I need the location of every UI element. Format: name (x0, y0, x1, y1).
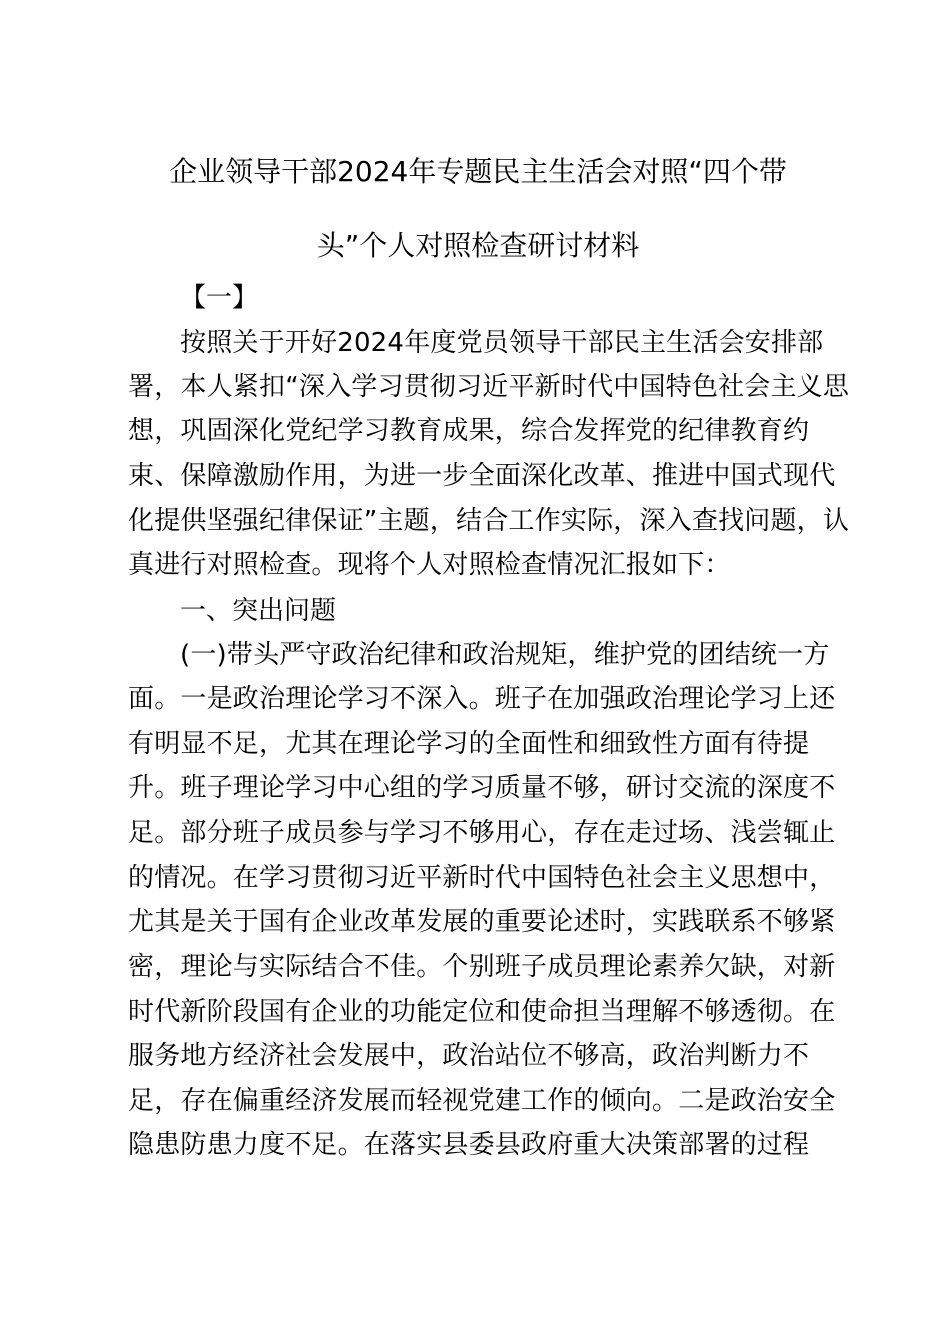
intro-line: 署，本人紧扣“深入学习贯彻习近平新时代中国特色社会主义思 (128, 372, 850, 402)
document-title-line-1: 企业领导干部2024年专题民主生活会对照“四个带 (169, 155, 787, 188)
body-line: 隐患防患力度不足。在落实县委县政府重大决策部署的过程 (128, 1130, 810, 1160)
body-line: 服务地方经济社会发展中，政治站位不够高，政治判断力不 (128, 1041, 810, 1071)
section-marker: 【一】 (180, 283, 259, 313)
body-line: 时代新阶段国有企业的功能定位和使命担当理解不够透彻。在 (128, 997, 836, 1027)
body-line: (一)带头严守政治纪律和政治规矩，维护党的团结统一方 (180, 640, 830, 670)
body-line: 的情况。在学习贯彻习近平新时代中国特色社会主义思想中， (128, 863, 836, 893)
body-line: 升。班子理论学习中心组的学习质量不够，研讨交流的深度不 (128, 773, 836, 803)
intro-line: 想，巩固深化党纪学习教育成果，综合发挥党的纪律教育约 (128, 416, 810, 446)
body-line: 密，理论与实际结合不佳。个别班子成员理论素养欠缺，对新 (128, 952, 836, 982)
body-line: 有明显不足，尤其在理论学习的全面性和细致性方面有待提 (128, 729, 810, 759)
intro-line: 束、保障激励作用，为进一步全面深化改革、推进中国式现代 (128, 461, 836, 491)
body-line: 足。部分班子成员参与学习不够用心，存在走过场、浅尝辄止 (128, 818, 836, 848)
section-heading: 一、突出问题 (180, 596, 337, 626)
body-line: 面。一是政治理论学习不深入。班子在加强政治理论学习上还 (128, 684, 836, 714)
body-line: 足，存在偏重经济发展而轻视党建工作的倾向。二是政治安全 (128, 1086, 836, 1116)
document-title-line-2: 头”个人对照检查研讨材料 (316, 229, 640, 262)
intro-line: 真进行对照检查。现将个人对照检查情况汇报如下： (128, 550, 731, 580)
body-line: 尤其是关于国有企业改革发展的重要论述时，实践联系不够紧 (128, 907, 836, 937)
intro-line: 按照关于开好2024年度党员领导干部民主生活会安排部 (180, 328, 824, 358)
intro-line: 化提供坚强纪律保证”主题，结合工作实际，深入查找问题，认 (128, 506, 850, 536)
